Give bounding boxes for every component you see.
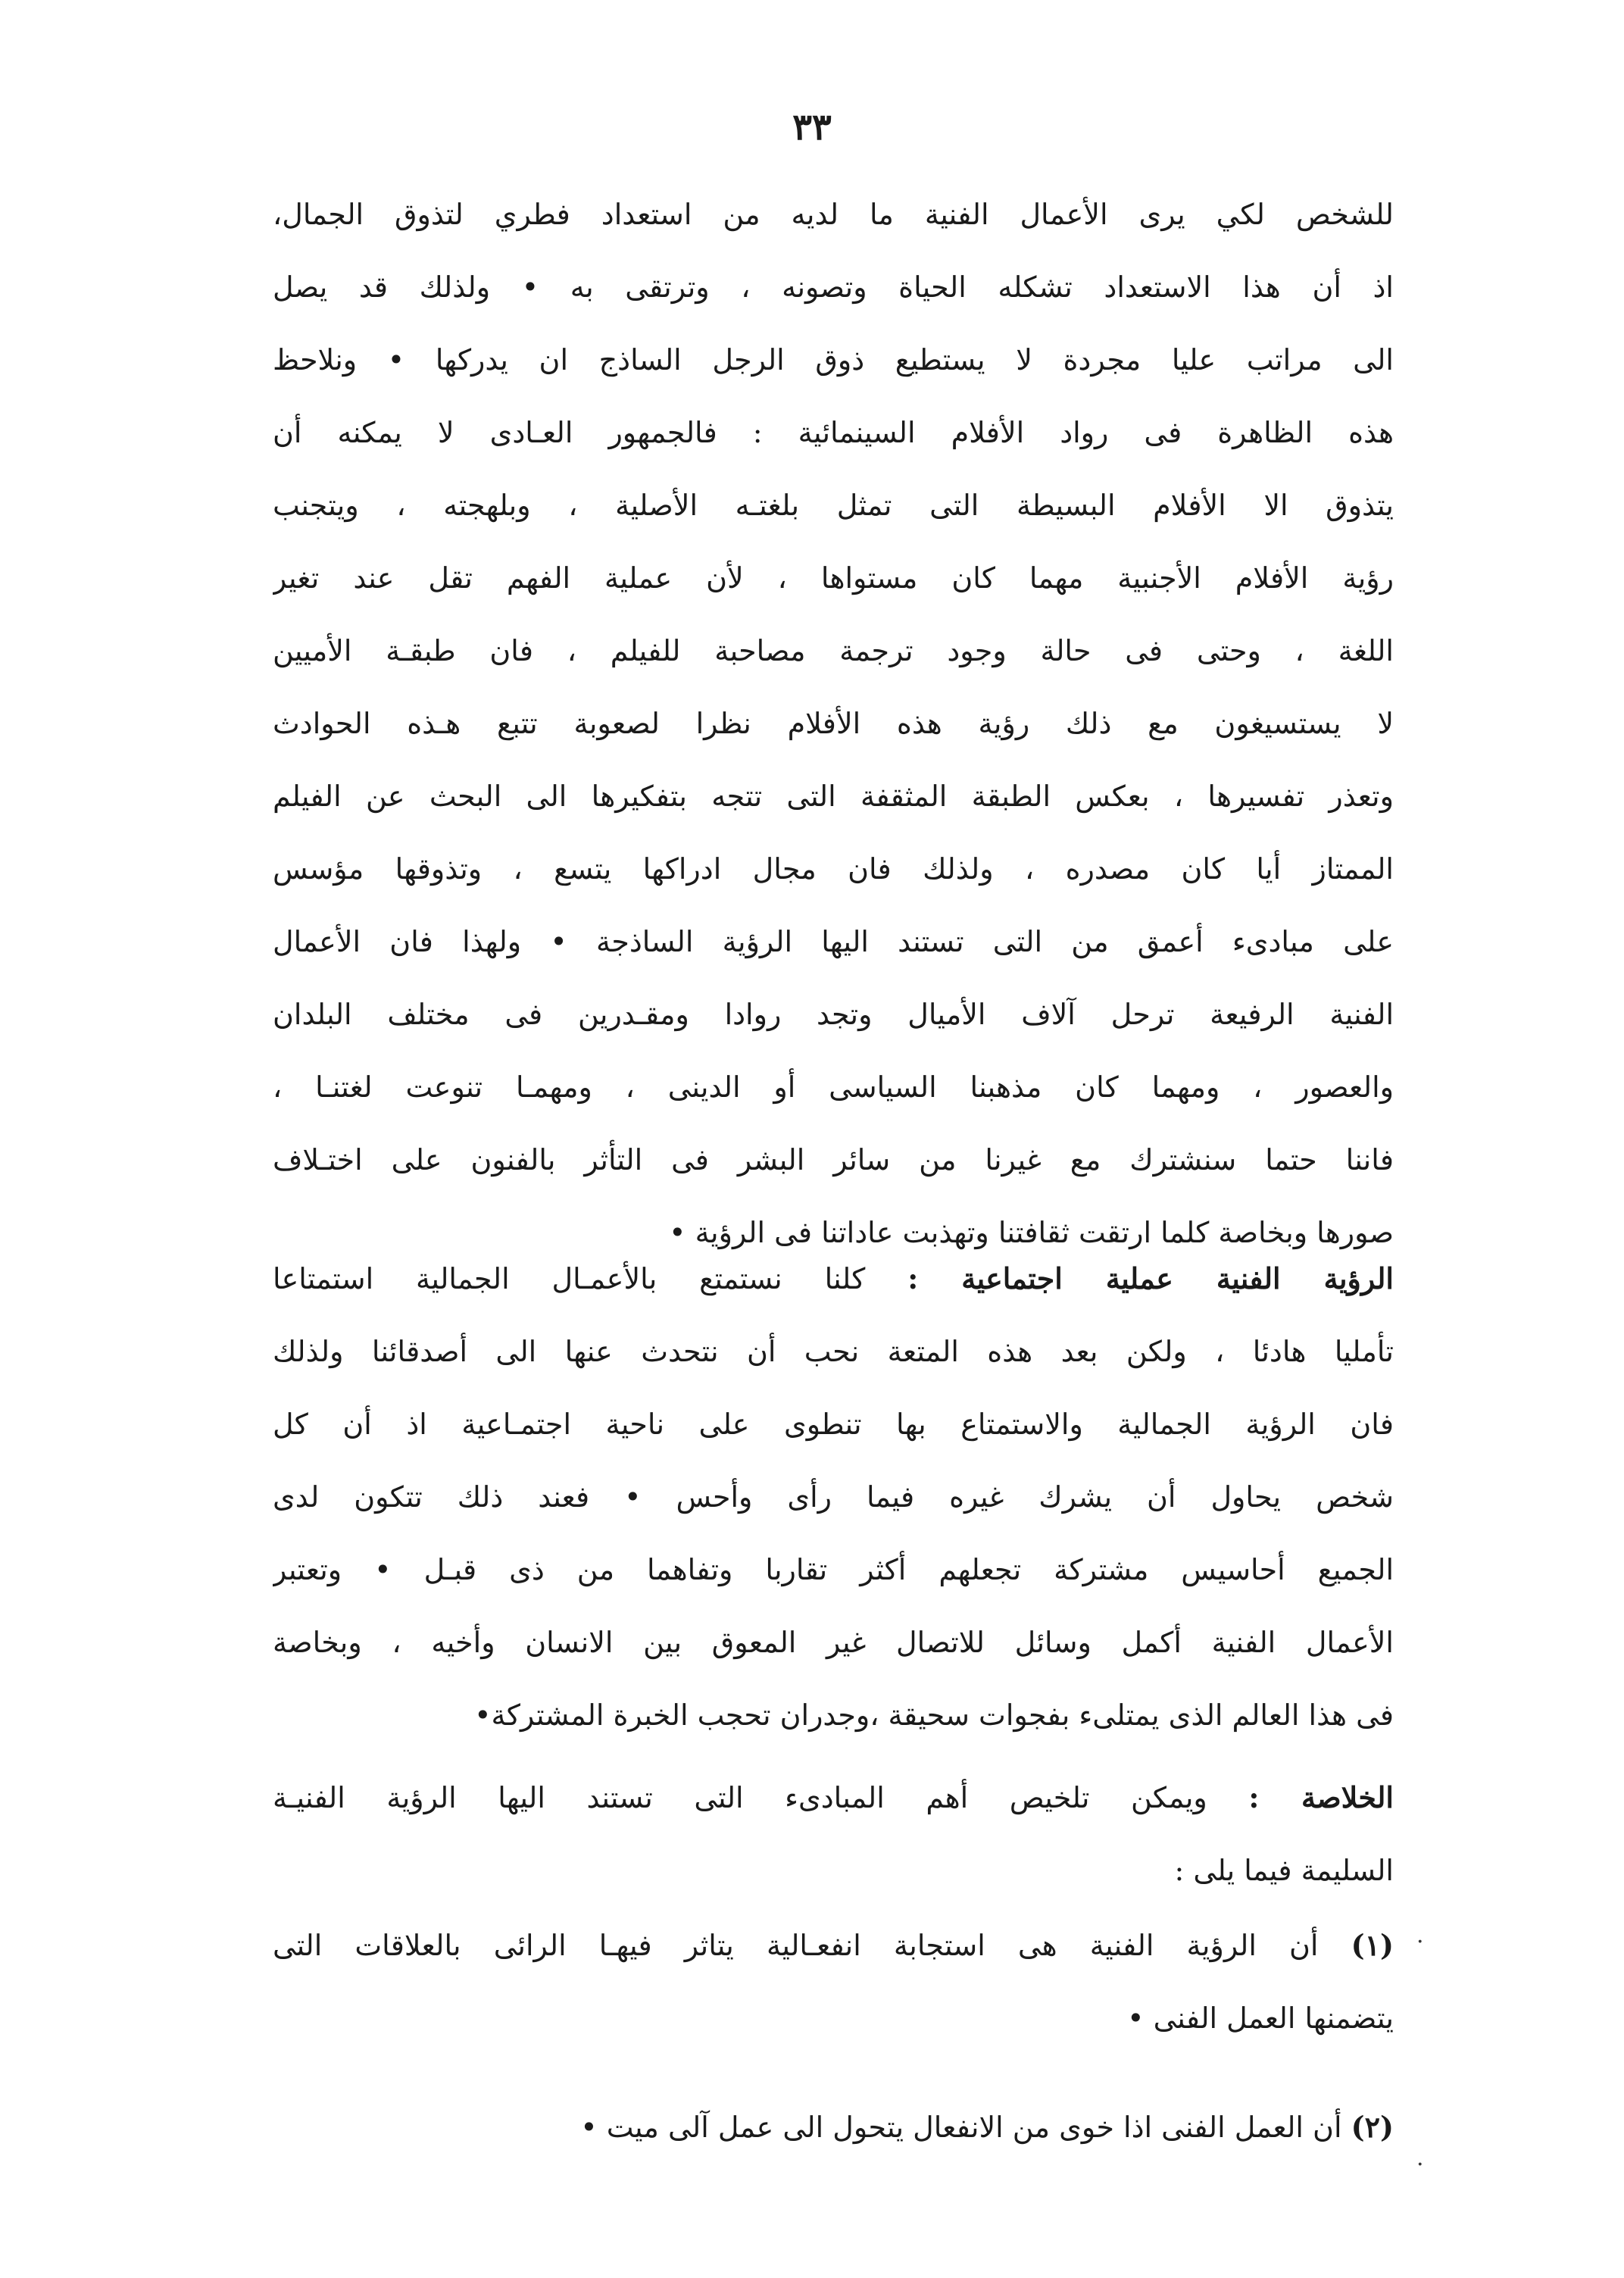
list-item-text: أن العمل الفنى اذا خوى من الانفعال يتحول الى عمل آلى ميت • xyxy=(580,2111,1342,2144)
list-item xyxy=(273,2091,1394,2164)
text-line: اذ أن هذا الاستعداد تشكله الحياة وتصونه ، وترتقى به • ولذلك قد يصل xyxy=(273,270,1394,304)
text-line: الى مراتب عليا مجردة لا يستطيع ذوق الرجل الساذج ان يدركها • ونلاحظ xyxy=(273,343,1394,377)
text-line: السليمة فيما يلى : xyxy=(1174,1854,1394,1887)
text-line: فى هذا العالم الذى يمتلىء بفجوات سحيقة ،وجدران تحجب الخبرة المشتركة• xyxy=(474,1698,1394,1732)
text-line: شخص يحاول أن يشرك غيره فيما رأى وأحس • فعند ذلك تتكون لدى xyxy=(273,1480,1394,1514)
scan-speck-mark: · xyxy=(1416,1929,1424,1955)
list-item-number: (٢) xyxy=(1351,2110,1394,2144)
text-line: فان الرؤية الجمالية والاستمتاع بها تنطوى على ناحية اجتمـاعية اذ أن كل xyxy=(273,1408,1394,1441)
text-line: والعصور ، ومهما كان مذهبنا السياسى أو الدينى ، ومهمـا تنوعت لغتنـا ، xyxy=(273,1070,1394,1104)
list-item-line xyxy=(273,2091,1394,2164)
text-line: اللغة ، وحتى فى حالة وجود ترجمة مصاحبة للفيلم ، فان طبقـة الأميين xyxy=(273,634,1394,667)
paragraph-summary xyxy=(273,1761,1394,1907)
list-item-text: أن الرؤية الفنية هى استجابة انفعـالية يتاثر فيهـا الرائى بالعلاقات التى xyxy=(273,1929,1319,1962)
paragraph-social-vision xyxy=(273,1242,1394,1751)
section-heading-summary: الخلاصة : xyxy=(1248,1780,1394,1814)
list-item-line: يتضمنها العمل الفنى • xyxy=(1127,2001,1394,2035)
text-fragment: ويمكن تلخيص أهم المبادىء التى تستند اليها الرؤية الفنيـة xyxy=(273,1781,1207,1814)
text-line-with-heading xyxy=(273,1761,1394,1834)
section-heading-social: الرؤية الفنية عملية اجتماعية : xyxy=(907,1261,1394,1295)
list-item-line xyxy=(273,1909,1394,1982)
list-item xyxy=(273,1909,1394,2055)
text-line-with-heading xyxy=(273,1242,1394,1315)
text-line: هذه الظاهرة فى رواد الأفلام السينمائية : فالجمهور العـادى لا يمكنه أن xyxy=(273,416,1394,449)
text-line: الممتاز أيا كان مصدره ، ولذلك فان مجال ادراكها يتسع ، وتذوقها مؤسس xyxy=(273,852,1394,886)
list-item-number: (١) xyxy=(1351,1928,1394,1962)
text-line: الفنية الرفيعة ترحل آلاف الأميال وتجد روادا ومقـدرين فى مختلف البلدان xyxy=(273,998,1394,1031)
text-line: وتعذر تفسيرها ، بعكس الطبقة المثقفة التى تتجه بتفكيرها الى البحث عن الفيلم xyxy=(273,780,1394,813)
text-line: لا يستسيغون مع ذلك رؤية هذه الأفلام نظرا لصعوبة تتبع هـذه الحوادث xyxy=(273,707,1394,740)
page-number: ٣٣ xyxy=(792,106,832,148)
text-line: رؤية الأفلام الأجنبية مهما كان مستواها ، لأن عملية الفهم تقل عند تغير xyxy=(273,561,1394,595)
text-line: للشخص لكي يرى الأعمال الفنية ما لديه من استعداد فطري لتذوق الجمال، xyxy=(273,198,1394,231)
text-line: صورها وبخاصة كلما ارتقت ثقافتنا وتهذبت عاداتنا فى الرؤية • xyxy=(669,1216,1394,1249)
text-line: تأمليا هادئا ، ولكن بعد هذه المتعة نحب أن نتحدث عنها الى أصدقائنا ولذلك xyxy=(273,1335,1394,1368)
scan-speck-mark: · xyxy=(1416,2151,1424,2178)
text-fragment: كلنا نستمتع بالأعمـال الجمالية استمتاعا xyxy=(273,1262,866,1295)
text-line: الأعمال الفنية أكمل وسائل للاتصال غير المعوق بين الانسان وأخيه ، وبخاصة xyxy=(273,1626,1394,1659)
paragraph-aesthetic-readiness xyxy=(273,178,1394,1269)
text-line: يتذوق الا الأفلام البسيطة التى تمثل بلغتـه الأصلية ، وبلهجته ، ويتجنب xyxy=(273,489,1394,522)
text-line: فاننا حتما سنشترك مع غيرنا من سائر البشر فى التأثر بالفنون على اختـلاف xyxy=(273,1143,1394,1176)
text-line: على مبادىء أعمق من التى تستند اليها الرؤية الساذجة • ولهذا فان الأعمال xyxy=(273,925,1394,958)
text-line: الجميع أحاسيس مشتركة تجعلهم أكثر تقاربا وتفاهما من ذى قبـل • وتعتبر xyxy=(273,1553,1394,1586)
